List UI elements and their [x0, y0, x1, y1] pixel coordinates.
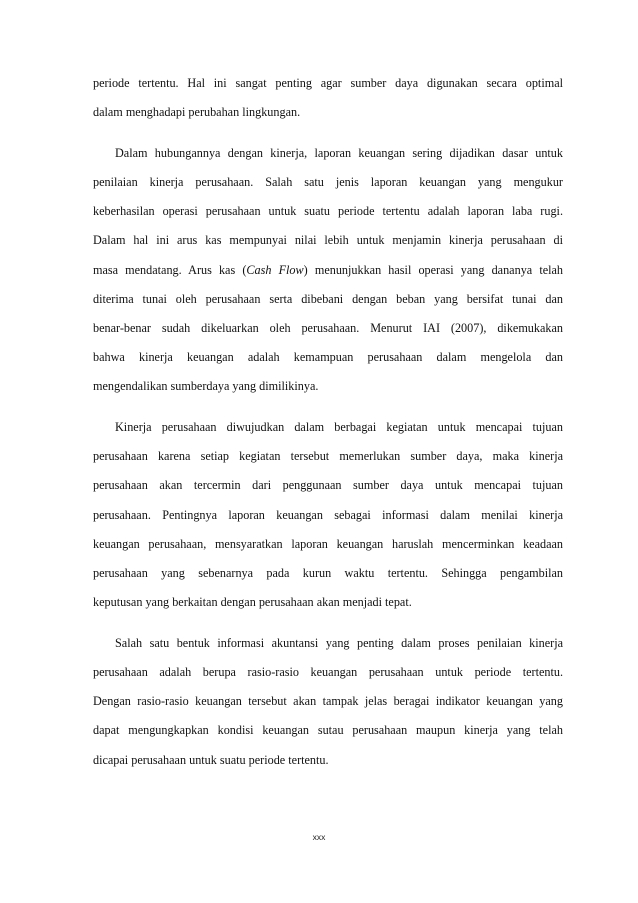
text-line: dapat mengungkapkan kondisi keuangan sutau perusahaan maupun kinerja yang telah	[93, 723, 563, 738]
paragraph-4	[93, 629, 563, 775]
text-fragment: ) menunjukkan hasil operasi yang dananya telah	[303, 262, 564, 277]
text-line: perusahaan karena setiap kegiatan tersebut memerlukan sumber daya, maka kinerja	[93, 449, 563, 464]
text-line: perusahaan adalah berupa rasio-rasio keuangan perusahaan untuk periode tertentu.	[93, 665, 563, 680]
text-line: perusahaan yang sebenarnya pada kurun waktu tertentu. Sehingga pengambilan	[93, 566, 563, 580]
text-line: Salah satu bentuk informasi akuntansi yang penting dalam proses penilaian kinerja	[115, 635, 563, 650]
text-line: bahwa kinerja keuangan adalah kemampuan perusahaan dalam mengelola dan	[93, 350, 563, 365]
document-body	[93, 69, 563, 786]
paragraph-2	[93, 139, 563, 402]
text-line: keputusan yang berkaitan dengan perusahaan akan menjadi tepat.	[93, 595, 412, 610]
text-line: keberhasilan operasi perusahaan untuk suatu periode tertentu adalah laporan laba rugi.	[93, 204, 563, 219]
text-line: Dengan rasio-rasio keuangan tersebut akan tampak jelas beragai indikator keuangan yang	[93, 694, 563, 709]
text-line: Kinerja perusahaan diwujudkan dalam berbagai kegiatan untuk mencapai tujuan	[115, 420, 563, 435]
text-line: perusahaan akan tercermin dari penggunaan sumber daya untuk mencapai tujuan	[93, 478, 563, 493]
text-line: keuangan perusahaan, mensyaratkan laporan keuangan haruslah mencerminkan keadaan	[93, 536, 563, 551]
text-line-with-italic	[93, 256, 563, 285]
italic-term: Cash Flow	[246, 262, 304, 277]
paragraph-1	[93, 69, 563, 127]
page-number: xxx	[312, 832, 326, 842]
text-fragment: masa mendatang. Arus kas (	[93, 262, 247, 277]
text-line: Dalam hal ini arus kas mempunyai nilai lebih untuk menjamin kinerja perusahaan di	[93, 233, 563, 248]
text-line: benar-benar sudah dikeluarkan oleh perusahaan. Menurut IAI (2007), dikemukakan	[93, 321, 563, 335]
text-line: perusahaan. Pentingnya laporan keuangan sebagai informasi dalam menilai kinerja	[93, 507, 563, 522]
text-line: penilaian kinerja perusahaan. Salah satu jenis laporan keuangan yang mengukur	[93, 175, 563, 190]
text-line: dicapai perusahaan untuk suatu periode tertentu.	[93, 752, 329, 767]
text-line: Dalam hubungannya dengan kinerja, laporan keuangan sering dijadikan dasar untuk	[115, 145, 563, 160]
text-line: diterima tunai oleh perusahaan serta dibebani dengan beban yang bersifat tunai dan	[93, 291, 563, 306]
paragraph-3	[93, 413, 563, 617]
text-line: mengendalikan sumberdaya yang dimilikinya.	[93, 379, 319, 394]
text-line: periode tertentu. Hal ini sangat penting agar sumber daya digunakan secara optimal	[93, 76, 563, 90]
text-line: dalam menghadapi perubahan lingkungan.	[93, 105, 301, 120]
